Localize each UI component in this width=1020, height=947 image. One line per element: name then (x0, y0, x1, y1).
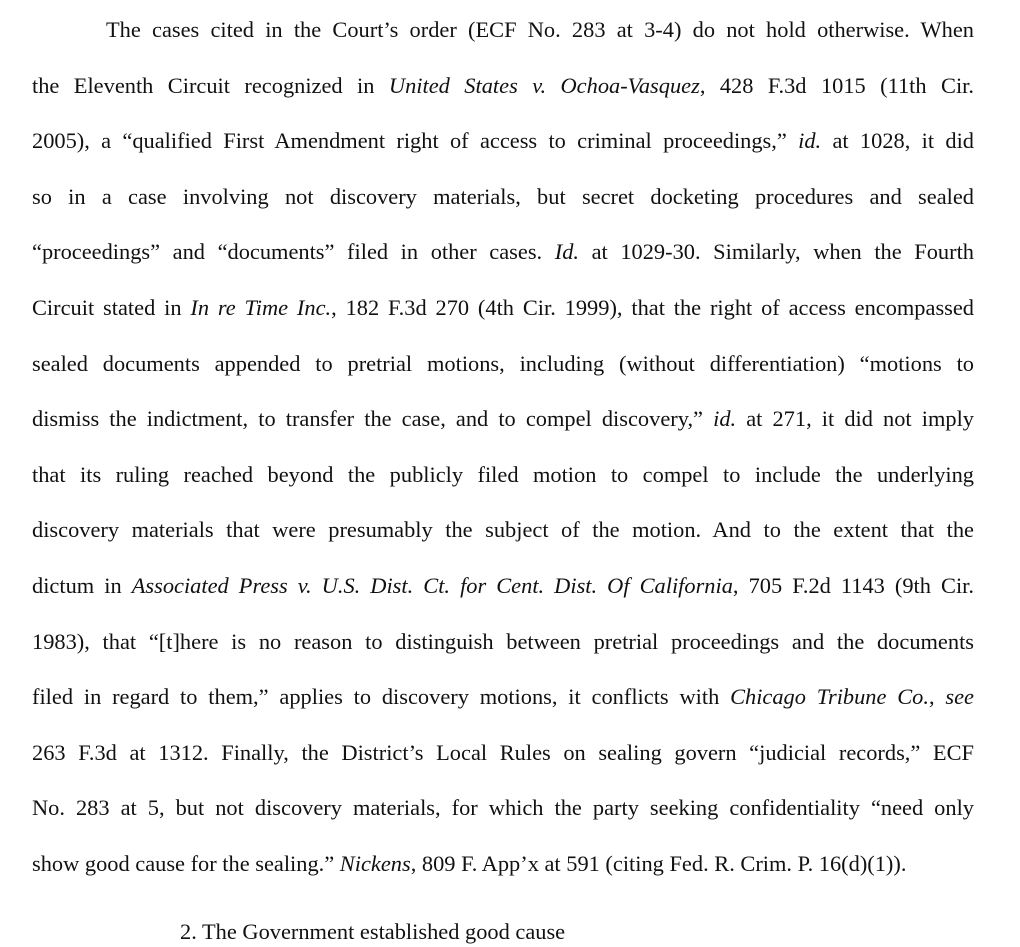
text-run: dictum in (32, 573, 132, 598)
text-line (32, 71, 974, 101)
text-run: dismiss the indictment, to transfer the case, and to compel discovery,” (32, 406, 714, 432)
text-line (32, 627, 974, 657)
text-line (32, 460, 974, 490)
text-line (32, 293, 974, 323)
citation-italic: see (945, 684, 974, 710)
text-line (32, 349, 974, 379)
text-run: discovery materials that were presumably the subject of the motion. And to the extent that the (32, 517, 974, 543)
text-line (32, 182, 974, 212)
text-run: at 1028, it did (821, 128, 974, 154)
text-run: 2005), a “qualified First Amendment right of access to criminal proceedings,” (32, 128, 799, 154)
citation-italic: Chicago Tribune Co. (730, 684, 929, 710)
text-line (32, 793, 974, 823)
text-line (32, 682, 974, 712)
text-run: , 428 F.3d 1015 (11th Cir. (699, 72, 974, 98)
text-run: show good cause for the sealing.” (32, 851, 340, 876)
text-line (32, 738, 974, 768)
text-line (180, 917, 974, 947)
text-run: at 1029-30. Similarly, when the Fourth (578, 239, 974, 265)
text-line (32, 237, 974, 267)
text-run: , 705 F.2d 1143 (9th Cir. (732, 573, 974, 598)
text-line (106, 15, 974, 45)
citation-italic: Id. (554, 239, 579, 265)
text-run: , 182 F.3d 270 (4th Cir. 1999), that the right of access encompassed (331, 295, 975, 320)
citation-italic: Nickens (339, 851, 411, 876)
text-run: 1983), that “[t]here is no reason to distinguish between pretrial proceedings and the documents (32, 628, 974, 654)
text-line (32, 404, 974, 434)
text-line (32, 571, 974, 601)
citation-italic: In re Time Inc. (190, 295, 332, 320)
citation-italic: United States v. Ochoa-Vasquez (388, 72, 700, 98)
text-run: The cases cited in the Court’s order (ECF No. 283 at 3-4) do not hold otherwise. When (106, 17, 974, 42)
text-run: 263 F.3d at 1312. Finally, the District’s Local Rules on sealing govern “judicial records,” ECF (32, 739, 974, 765)
text-run: so in a case involving not discovery materials, but secret docketing procedures and sealed (32, 183, 974, 209)
text-run: “proceedings” and “documents” filed in other cases. (32, 239, 555, 265)
text-run: sealed documents appended to pretrial motions, including (without differentiation) “motions to (32, 350, 974, 376)
text-run: , (928, 684, 946, 710)
text-run: Circuit stated in (32, 295, 191, 320)
citation-italic: id. (713, 406, 737, 432)
text-run: the Eleventh Circuit recognized in (32, 72, 389, 98)
text-line (32, 849, 974, 879)
text-run: that its ruling reached beyond the publicly filed motion to compel to include the underlying (32, 461, 974, 487)
text-line (32, 515, 974, 545)
text-run: 2. The Government established good cause (180, 918, 566, 944)
text-line (32, 126, 974, 156)
text-run: filed in regard to them,” applies to discovery motions, it conflicts with (32, 684, 731, 710)
citation-italic: Associated Press v. U.S. Dist. Ct. for Cent. Dist. Of California (131, 573, 733, 598)
text-run: No. 283 at 5, but not discovery materials, for which the party seeking confidentiality “need only (32, 795, 974, 821)
text-run: at 271, it did not imply (736, 406, 975, 432)
text-run: , 809 F. App’x at 591 (citing Fed. R. Crim. P. 16(d)(1)). (410, 851, 907, 876)
citation-italic: id. (798, 128, 822, 154)
